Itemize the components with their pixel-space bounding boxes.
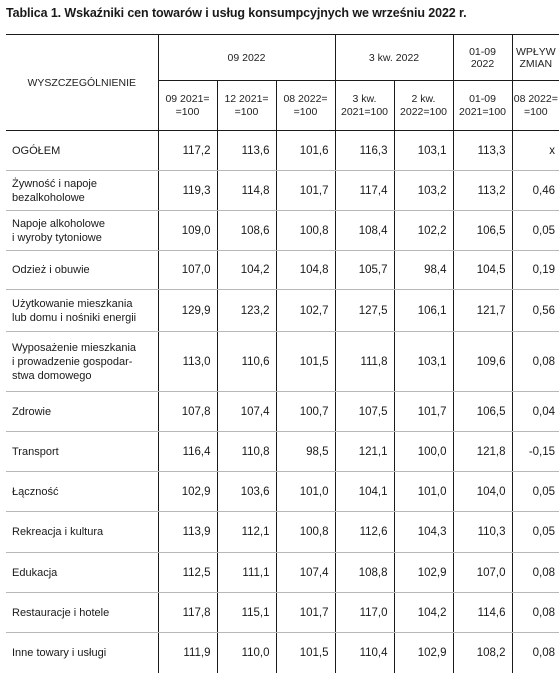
row-label-line: Żywność i napoje xyxy=(12,177,97,190)
value-cell: 107,8 xyxy=(158,392,217,432)
subheader-line: 2 kw. xyxy=(411,92,436,105)
row-label xyxy=(6,131,158,171)
value-cell: 101,0 xyxy=(394,472,453,512)
value-cell: 101,5 xyxy=(276,633,335,673)
value-cell: 108,4 xyxy=(335,211,394,251)
value-cell: 98,4 xyxy=(394,251,453,290)
subheader-cell xyxy=(394,81,453,131)
subheader-cell xyxy=(512,81,559,131)
value-cell: 100,8 xyxy=(276,211,335,251)
value-cell: 115,1 xyxy=(217,593,276,633)
subheader-line: 09 2021= xyxy=(165,92,210,105)
subheader-line: 2021=100 xyxy=(459,105,507,118)
value-cell: 113,9 xyxy=(158,512,217,553)
value-cell: 117,2 xyxy=(158,131,217,171)
value-cell: 103,2 xyxy=(394,171,453,211)
header-description: WYSZCZEGÓLNIENIE xyxy=(6,35,158,131)
row-label-line: lub domu i nośniki energii xyxy=(12,311,137,324)
value-cell: 104,5 xyxy=(453,251,512,290)
value-cell: 114,8 xyxy=(217,171,276,211)
row-label-line: Transport xyxy=(12,445,59,458)
subheader-line: =100 xyxy=(523,105,548,118)
subheader-line: 08 2022= xyxy=(513,92,558,105)
value-cell: 0,08 xyxy=(512,332,559,392)
value-cell: 0,05 xyxy=(512,512,559,553)
header-group-01-09 xyxy=(453,35,512,81)
table-row xyxy=(6,131,559,171)
value-cell: 113,3 xyxy=(453,131,512,171)
value-cell: 100,7 xyxy=(276,392,335,432)
value-cell: 102,2 xyxy=(394,211,453,251)
value-cell: 114,6 xyxy=(453,593,512,633)
value-cell: 112,1 xyxy=(217,512,276,553)
table-row xyxy=(6,290,559,332)
value-cell: 0,08 xyxy=(512,593,559,633)
subheader-cell xyxy=(453,81,512,131)
table-row xyxy=(6,251,559,290)
value-cell: 0,08 xyxy=(512,633,559,673)
row-label xyxy=(6,553,158,593)
row-label-line: Inne towary i usługi xyxy=(12,646,107,659)
value-cell: 103,1 xyxy=(394,131,453,171)
value-cell: 0,19 xyxy=(512,251,559,290)
value-cell: 113,0 xyxy=(158,332,217,392)
value-cell: 100,0 xyxy=(394,432,453,472)
header-group-3kw-2022: 3 kw. 2022 xyxy=(335,35,453,81)
row-label-line: Restauracje i hotele xyxy=(12,606,110,619)
value-cell: 0,46 xyxy=(512,171,559,211)
price-index-table xyxy=(6,34,559,673)
table-row xyxy=(6,593,559,633)
header-wplyw-line2: ZMIAN xyxy=(519,57,553,70)
subheader-line: =100 xyxy=(234,105,259,118)
value-cell: 107,4 xyxy=(217,392,276,432)
value-cell: 111,1 xyxy=(217,553,276,593)
subheader-line: 3 kw. xyxy=(352,92,377,105)
value-cell: 107,0 xyxy=(158,251,217,290)
value-cell: 113,2 xyxy=(453,171,512,211)
value-cell: 104,3 xyxy=(394,512,453,553)
row-label xyxy=(6,392,158,432)
value-cell: 102,7 xyxy=(276,290,335,332)
value-cell: 101,6 xyxy=(276,131,335,171)
value-cell: 111,8 xyxy=(335,332,394,392)
table-row xyxy=(6,512,559,553)
row-label xyxy=(6,211,158,251)
value-cell: 0,56 xyxy=(512,290,559,332)
value-cell: 101,7 xyxy=(276,593,335,633)
value-cell: 110,8 xyxy=(217,432,276,472)
value-cell: 112,5 xyxy=(158,553,217,593)
value-cell: 101,5 xyxy=(276,332,335,392)
value-cell: 107,4 xyxy=(276,553,335,593)
value-cell: 0,04 xyxy=(512,392,559,432)
table-body xyxy=(6,131,559,673)
subheader-cell xyxy=(335,81,394,131)
value-cell: 116,3 xyxy=(335,131,394,171)
header-group-09-2022: 09 2022 xyxy=(158,35,335,81)
value-cell: 104,2 xyxy=(394,593,453,633)
value-cell: 103,1 xyxy=(394,332,453,392)
table-row xyxy=(6,211,559,251)
value-cell: 102,9 xyxy=(394,553,453,593)
value-cell: 110,4 xyxy=(335,633,394,673)
value-cell: 121,8 xyxy=(453,432,512,472)
value-cell: 104,2 xyxy=(217,251,276,290)
value-cell: 104,1 xyxy=(335,472,394,512)
value-cell: 119,3 xyxy=(158,171,217,211)
header-wplyw-line1: WPŁYW xyxy=(515,45,556,58)
subheader-cell xyxy=(276,81,335,131)
row-label-line: bezalkoholowe xyxy=(12,191,85,204)
value-cell: 110,6 xyxy=(217,332,276,392)
row-label-line: OGÓŁEM xyxy=(12,144,61,157)
row-label xyxy=(6,290,158,332)
value-cell: 100,8 xyxy=(276,512,335,553)
row-label-line: Wyposażenie mieszkania xyxy=(12,341,137,354)
table-row xyxy=(6,472,559,512)
value-cell: 106,5 xyxy=(453,392,512,432)
row-label xyxy=(6,171,158,211)
row-label-line: Łączność xyxy=(12,485,59,498)
row-label-line: Edukacja xyxy=(12,566,58,579)
table-row xyxy=(6,553,559,593)
table-title: Tablica 1. Wskaźniki cen towarów i usług konsumpcyjnych we wrześniu 2022 r. xyxy=(6,6,467,20)
table-row xyxy=(6,392,559,432)
value-cell: 123,2 xyxy=(217,290,276,332)
value-cell: 117,4 xyxy=(335,171,394,211)
subheader-line: 12 2021= xyxy=(224,92,269,105)
subheader-cell xyxy=(158,81,217,131)
header-01-09-line2: 2022 xyxy=(470,57,495,70)
subheader-line: =100 xyxy=(175,105,200,118)
row-label xyxy=(6,472,158,512)
value-cell: 101,7 xyxy=(276,171,335,211)
value-cell: 108,2 xyxy=(453,633,512,673)
value-cell: 116,4 xyxy=(158,432,217,472)
row-label xyxy=(6,633,158,673)
value-cell: 105,7 xyxy=(335,251,394,290)
table-row xyxy=(6,432,559,472)
value-cell: 104,0 xyxy=(453,472,512,512)
value-cell: 109,0 xyxy=(158,211,217,251)
subheader-line: =100 xyxy=(293,105,318,118)
value-cell: 108,8 xyxy=(335,553,394,593)
subheader-line: 08 2022= xyxy=(283,92,328,105)
value-cell: 110,0 xyxy=(217,633,276,673)
row-label xyxy=(6,332,158,392)
subheader-line: 01-09 xyxy=(469,92,496,105)
row-label-line: Odzież i obuwie xyxy=(12,264,90,276)
value-cell: 0,08 xyxy=(512,553,559,593)
value-cell: 102,9 xyxy=(158,472,217,512)
value-cell: 121,7 xyxy=(453,290,512,332)
row-label-line: Użytkowanie mieszkania xyxy=(12,297,133,310)
value-cell: 129,9 xyxy=(158,290,217,332)
value-cell: 121,1 xyxy=(335,432,394,472)
value-cell: 109,6 xyxy=(453,332,512,392)
row-label-line: Napoje alkoholowe xyxy=(12,217,105,230)
value-cell: 104,8 xyxy=(276,251,335,290)
value-cell: 0,05 xyxy=(512,472,559,512)
subheader-cell xyxy=(217,81,276,131)
value-cell: 0,05 xyxy=(512,211,559,251)
row-label xyxy=(6,593,158,633)
row-label-line: Rekreacja i kultura xyxy=(12,526,104,538)
value-cell: 117,8 xyxy=(158,593,217,633)
row-label-line: Zdrowie xyxy=(12,405,52,418)
value-cell: 113,6 xyxy=(217,131,276,171)
value-cell: 98,5 xyxy=(276,432,335,472)
table-row xyxy=(6,171,559,211)
row-label xyxy=(6,251,158,290)
value-cell: 117,0 xyxy=(335,593,394,633)
subheader-line: 2022=100 xyxy=(400,105,448,118)
value-cell: 108,6 xyxy=(217,211,276,251)
header-01-09-line1: 01-09 xyxy=(469,45,496,58)
row-label xyxy=(6,512,158,553)
row-label-line: stwa domowego xyxy=(12,369,92,382)
value-cell: 110,3 xyxy=(453,512,512,553)
value-cell: 101,7 xyxy=(394,392,453,432)
value-cell: 111,9 xyxy=(158,633,217,673)
value-cell: 107,0 xyxy=(453,553,512,593)
value-cell: x xyxy=(512,131,559,171)
row-label xyxy=(6,432,158,472)
table-row xyxy=(6,633,559,673)
value-cell: 103,6 xyxy=(217,472,276,512)
value-cell: 101,0 xyxy=(276,472,335,512)
table-row xyxy=(6,332,559,392)
subheader-line: 2021=100 xyxy=(341,105,389,118)
row-label-line: i prowadzenie gospodar- xyxy=(12,355,133,368)
value-cell: 107,5 xyxy=(335,392,394,432)
value-cell: -0,15 xyxy=(512,432,559,472)
value-cell: 112,6 xyxy=(335,512,394,553)
value-cell: 106,5 xyxy=(453,211,512,251)
value-cell: 102,9 xyxy=(394,633,453,673)
row-label-line: i wyroby tytoniowe xyxy=(12,231,102,244)
value-cell: 106,1 xyxy=(394,290,453,332)
value-cell: 127,5 xyxy=(335,290,394,332)
header-group-wplyw xyxy=(512,35,559,81)
